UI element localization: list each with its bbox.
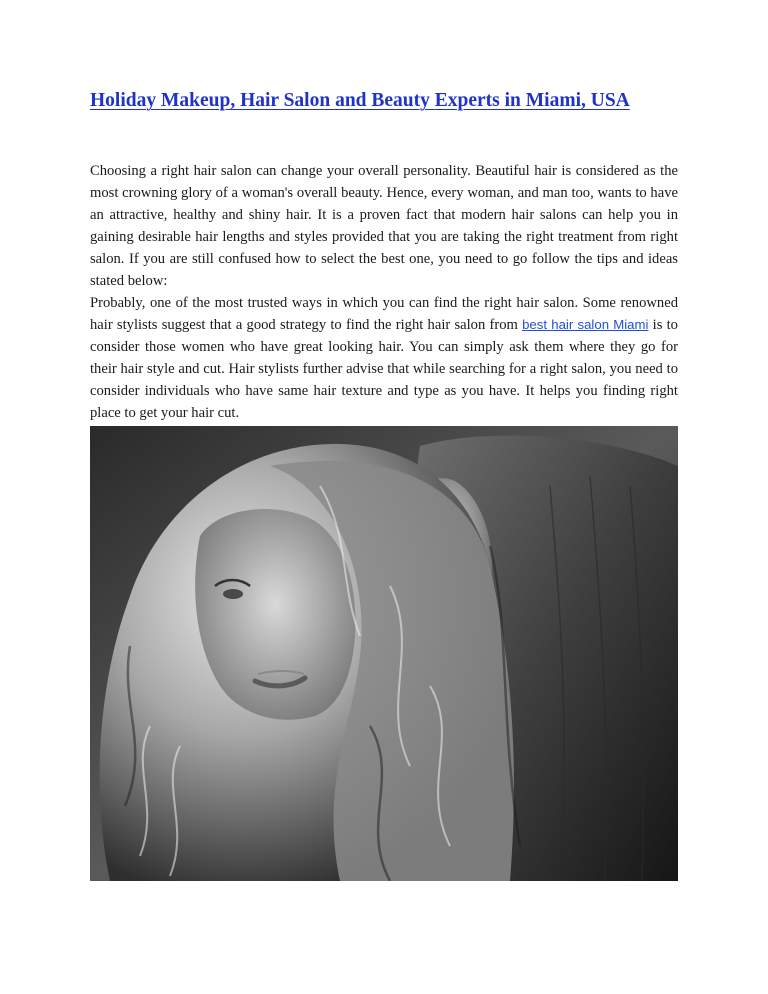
- paragraph-tips: [90, 292, 678, 424]
- paragraph-tips-end: is to consider those women who have great looking hair. You can simply ask them where they go for their hair style and cut. Hair stylists further advise that while searching for a right salon, you need to consider individuals who have same hair texture and type as you have. It helps you finding right place to get your hair cut.: [90, 317, 678, 421]
- hair-model-photo: [90, 426, 678, 881]
- hair-model-illustration: [90, 426, 678, 881]
- document-title-link[interactable]: Holiday Makeup, Hair Salon and Beauty Experts in Miami, USA: [90, 90, 630, 111]
- paragraph-intro: Choosing a right hair salon can change your overall personality. Beautiful hair is considered as the most crowning glory of a woman's overall beauty. Hence, every woman, and man too, wants to have an attractive, healthy and shiny hair. It is a proven fact that modern hair salons can help you in gaining desirable hair lengths and styles provided that you are taking the right treatment from right salon. If you are still confused how to select the best one, you need to go follow the tips and ideas stated below:: [90, 163, 678, 289]
- paragraph-tips-start: Probably, one of the most trusted ways in which you can find the right hair salon. Some renowned hair stylists suggest that a good strategy to find the right hair salon from: [90, 295, 678, 333]
- best-hair-salon-miami-link[interactable]: best hair salon Miami: [522, 317, 649, 332]
